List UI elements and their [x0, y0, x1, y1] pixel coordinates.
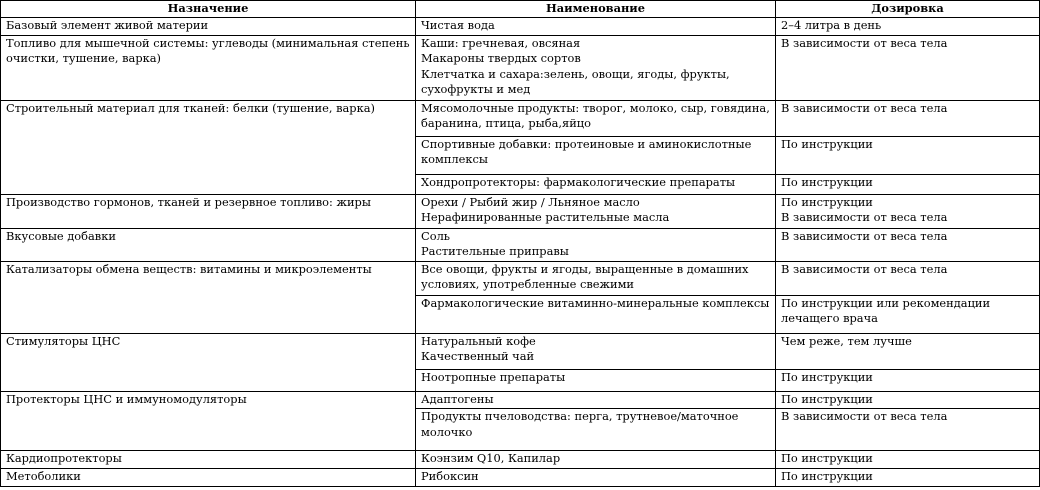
dosage-line: По инструкции [781, 451, 873, 466]
purpose-cell: Вкусовые добавки [1, 228, 416, 261]
name-cell [416, 136, 776, 174]
name-line: Все овощи, фрукты и ягоды, выращенные в домашних условиях, употребленные свежими [421, 261, 749, 292]
name-cell [416, 451, 776, 469]
purpose-cell: Кардиопротекторы [1, 451, 416, 469]
name-line: Соль [421, 228, 451, 243]
dosage-line: Чем реже, тем лучше [781, 333, 912, 348]
name-cell [416, 261, 776, 295]
name-cell [416, 295, 776, 333]
name-cell [416, 17, 776, 35]
name-line: Каши: гречневая, овсяная [421, 35, 581, 50]
dosage-line: По инструкции [781, 136, 873, 151]
name-line: Клетчатка и сахара:зелень, овощи, ягоды, фрукты, сухофрукты и мед [421, 66, 730, 97]
header-dosage: Дозировка [776, 1, 1040, 18]
name-line: Орехи / Рыбий жир / Льняное масло [421, 194, 640, 209]
purpose-cell: Метоболики [1, 468, 416, 486]
name-line: Нерафинированные растительные масла [421, 210, 670, 225]
table-row [1, 333, 1040, 369]
name-line: Коэнзим Q10, Капилар [421, 451, 561, 466]
purpose-cell: Производство гормонов, тканей и резервное топливо: жиры [1, 194, 416, 228]
name-cell [416, 409, 776, 451]
name-line: Качественный чай [421, 349, 535, 364]
purpose-cell: Базовый элемент живой материи [1, 17, 416, 35]
dosage-line: В зависимости от веса тела [781, 409, 948, 424]
purpose-cell: Катализаторы обмена веществ: витамины и микроэлементы [1, 261, 416, 333]
name-line: Макароны твердых сортов [421, 51, 581, 66]
dosage-cell [776, 17, 1040, 35]
table-row [1, 391, 1040, 409]
name-cell [416, 100, 776, 136]
purpose-cell: Топливо для мышечной системы: углеводы (минимальная степень очистки, тушение, варка) [1, 35, 416, 100]
dosage-cell [776, 194, 1040, 228]
name-cell [416, 194, 776, 228]
table-row [1, 194, 1040, 228]
dosage-cell [776, 409, 1040, 451]
dosage-line: По инструкции [781, 391, 873, 406]
dosage-line: В зависимости от веса тела [781, 228, 948, 243]
name-line: Чистая вода [421, 17, 495, 32]
dosage-cell [776, 228, 1040, 261]
dosage-line: По инструкции или рекомендации лечащего врача [781, 295, 991, 326]
dosage-cell [776, 468, 1040, 486]
dosage-cell [776, 451, 1040, 469]
name-line: Фармакологические витаминно-минеральные комплексы [421, 295, 770, 310]
name-cell [416, 468, 776, 486]
dosage-line: 2–4 литра в день [781, 17, 882, 32]
purpose-cell: Строительный материал для тканей: белки (тушение, варка) [1, 100, 416, 194]
dosage-cell [776, 333, 1040, 369]
name-line: Адаптогены [421, 391, 494, 406]
table-row [1, 228, 1040, 261]
purpose-cell: Протекторы ЦНС и иммуномодуляторы [1, 391, 416, 451]
name-line: Спортивные добавки: протеиновые и аминокислотные комплексы [421, 136, 752, 167]
dosage-line: В зависимости от веса тела [781, 35, 948, 50]
name-cell [416, 228, 776, 261]
name-line: Ноотропные препараты [421, 369, 566, 384]
dosage-cell [776, 261, 1040, 295]
dosage-cell [776, 174, 1040, 194]
name-line: Продукты пчеловодства: перга, трутневое/маточное молочко [421, 409, 739, 439]
table-row [1, 100, 1040, 136]
dosage-line: В зависимости от веса тела [781, 210, 948, 225]
name-line: Растительные приправы [421, 244, 569, 259]
table-row [1, 35, 1040, 100]
dosage-cell [776, 100, 1040, 136]
name-line: Хондропротекторы: фармакологические препараты [421, 174, 736, 189]
name-cell [416, 35, 776, 100]
dosage-line: По инструкции [781, 468, 873, 483]
name-line: Мясомолочные продукты: творог, молоко, сыр, говядина, баранина, птица, рыба,яйцо [421, 100, 770, 131]
table-row [1, 451, 1040, 469]
name-line: Рибоксин [421, 468, 479, 483]
table-row [1, 261, 1040, 295]
name-cell [416, 391, 776, 409]
dosage-line: В зависимости от веса тела [781, 261, 948, 276]
header-purpose: Назначение [1, 1, 416, 18]
purpose-cell: Стимуляторы ЦНС [1, 333, 416, 391]
name-line: Натуральный кофе [421, 333, 536, 348]
header-row [1, 1, 1040, 18]
dosage-cell [776, 391, 1040, 409]
dosage-cell [776, 369, 1040, 391]
dosage-cell [776, 136, 1040, 174]
dosage-line: По инструкции [781, 369, 873, 384]
dosage-line: В зависимости от веса тела [781, 100, 948, 115]
name-cell [416, 333, 776, 369]
dosage-cell [776, 35, 1040, 100]
name-cell [416, 369, 776, 391]
dosage-line: По инструкции [781, 174, 873, 189]
dosage-line: По инструкции [781, 194, 873, 209]
table-row [1, 17, 1040, 35]
name-cell [416, 174, 776, 194]
dosage-cell [776, 295, 1040, 333]
table-row [1, 468, 1040, 486]
header-name: Наименование [416, 1, 776, 18]
